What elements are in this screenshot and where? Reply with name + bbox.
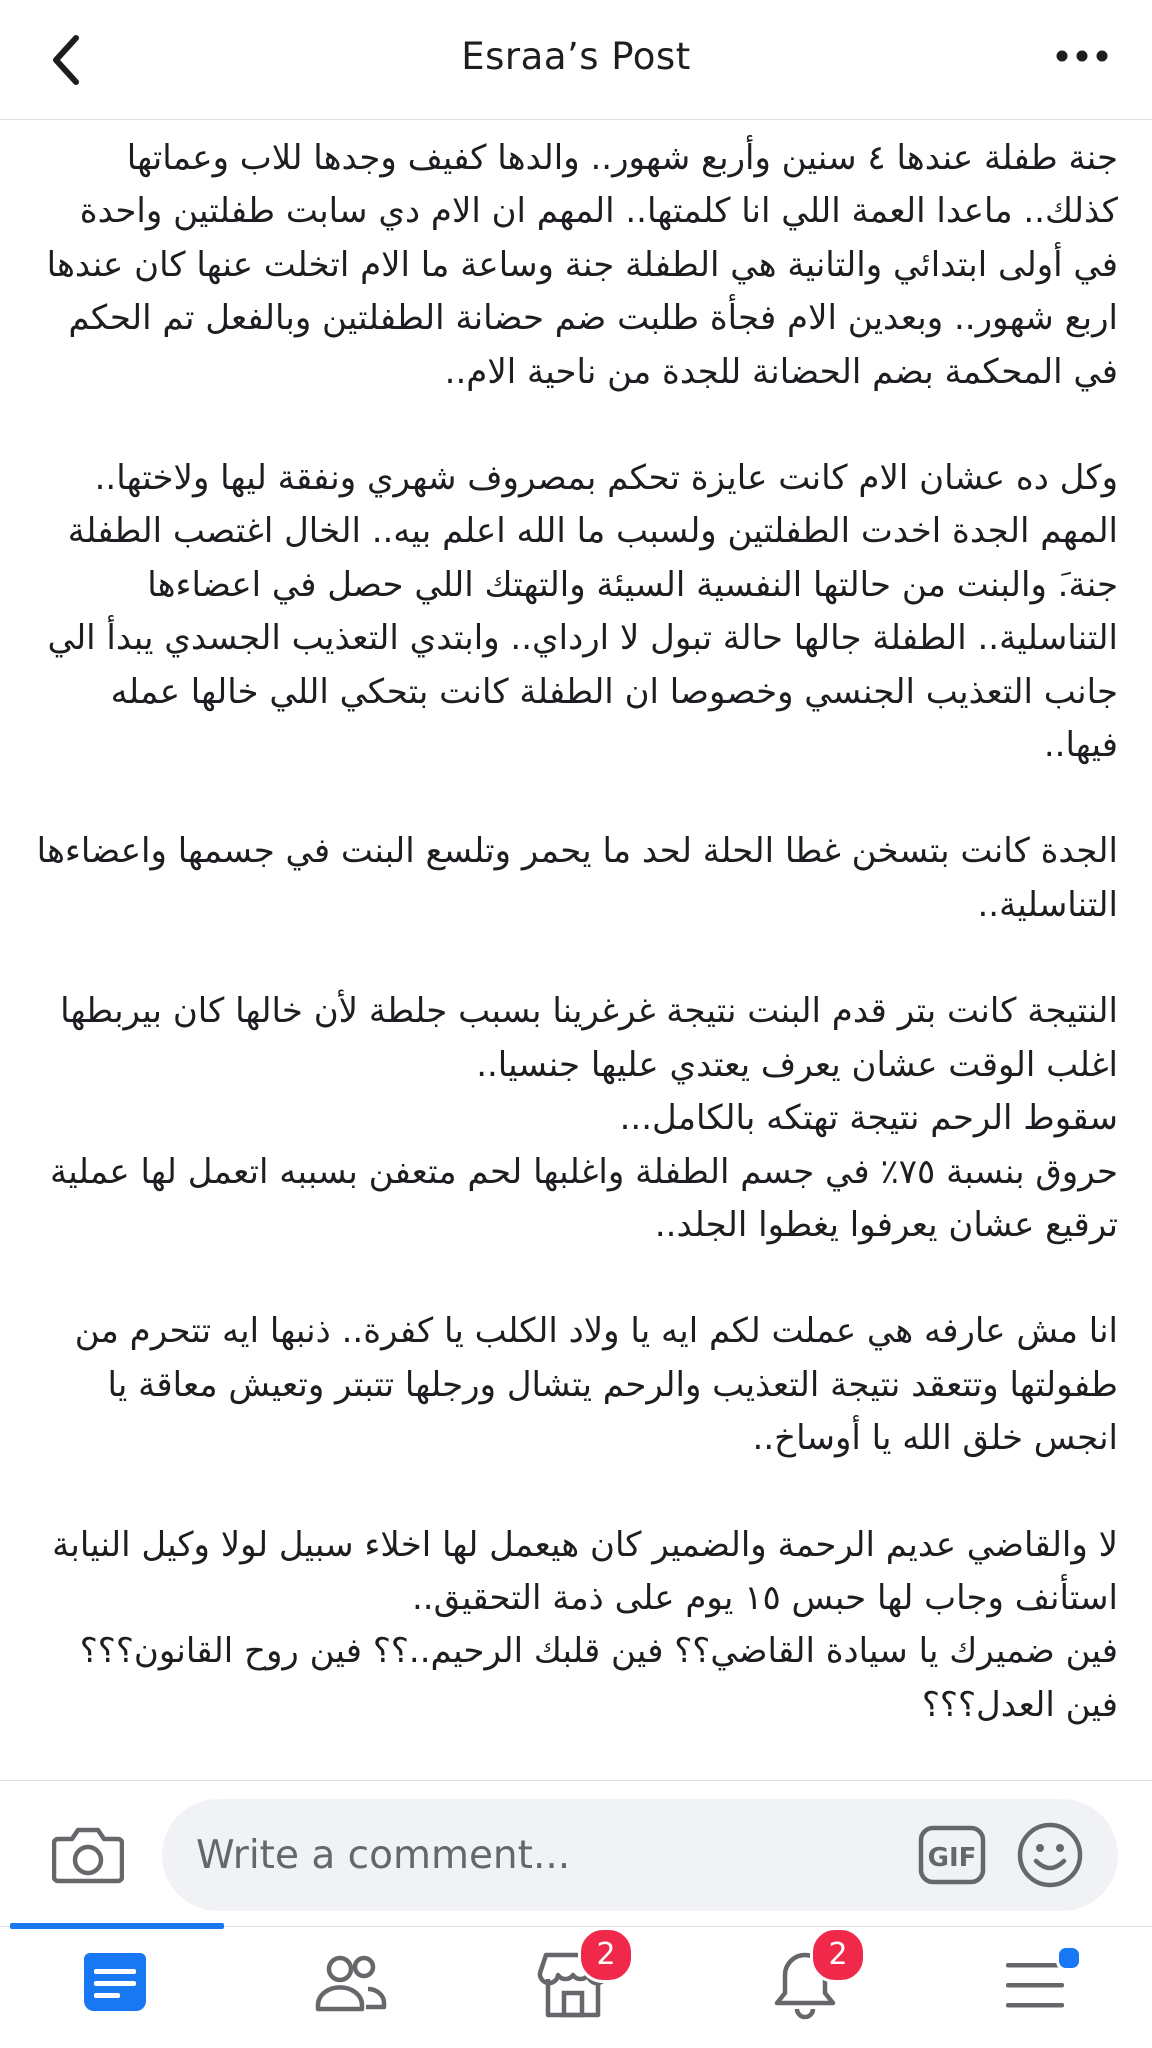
gif-icon[interactable] [918, 1825, 986, 1885]
smiley-icon[interactable] [1016, 1821, 1084, 1889]
tab-notifications[interactable] [770, 1937, 860, 2027]
post-paragraph: جنة طفلة عندها ٤ سنين وأربع شهور.. والدها كفيف وجدها للاب وعماتها كذلك.. ماعدا العمة اللي انا كلمتها.. المهم ان الام دي سابت طفلتين واحدة في أولى ابتدائي والتانية هي الطفلة جنة وساعة ما الام اتخلت عنها كان عندها اربع شهور.. وبعدين الام فجأة طلبت ضم حضانة الطفلتين وبالفعل تم الحكم في المحكمة بضم الحضانة للجدة من ناحية الام.. [46, 138, 1118, 392]
notifications-badge: 2 [810, 1927, 866, 1983]
tab-menu[interactable] [1000, 1947, 1090, 2027]
page-title: Esraa’s Post [461, 35, 691, 78]
camera-icon[interactable] [52, 1821, 124, 1887]
comment-placeholder: Write a comment... [196, 1832, 571, 1878]
post-paragraph: وكل ده عشان الام كانت عايزة تحكم بمصروف شهري ونفقة ليها ولاختها.. المهم الجدة اخدت الطفلتين ولسبب ما الله اعلم بيه.. الخال اغتصب الطفلة جنة.َ والبنت من حالتها النفسية السيئة والتهتك اللي حصل في اعضاءها التناسلية.. الطفلة جالها حالة تبول لا ارداي.. وابتدي التعذيب الجسدي يبدأ الي جانب التعذيب الجنسي وخصوصا ان الطفلة كانت بتحكي اللي خالها عمله فيها.. [47, 458, 1118, 766]
menu-notification-dot [1056, 1945, 1082, 1971]
post-paragraph: النتيجة كانت بتر قدم البنت نتيجة غرغرينا بسبب جلطة لأن خالها كان بيربطها اغلب الوقت عشان يعرف يعتدي عليها جنسيا.. سقوط الرحم نتيجة تهتكه بالكامل... حروق بنسبة ٧٥٪ في جسم الطفلة واغلبها لحم متعفن بسببه اتعمل لها عملية ترقيع عشان يعرفوا يغطوا الجلد.. [50, 991, 1118, 1245]
post-paragraph: الجدة كانت بتسخن غطا الحلة لحد ما يحمر وتلسع البنت في جسمها واعضاءها التناسلية.. [36, 831, 1118, 925]
gif-label: GIF [927, 1843, 977, 1873]
more-horizontal-icon[interactable] [1052, 30, 1112, 82]
friends-icon [310, 1947, 390, 2017]
post-paragraph: لا والقاضي عديم الرحمة والضمير كان هيعمل لها اخلاء سبيل لولا وكيل النيابة استأنف وجاب لها حبس ١٥ يوم على ذمة التحقيق.. فين ضميرك يا سيادة القاضي؟؟ فين قلبك الرحيم..؟؟ فين روح القانون؟؟؟ فين العدل؟؟؟ [52, 1524, 1118, 1725]
marketplace-badge: 2 [578, 1927, 634, 1983]
tab-friends[interactable] [310, 1947, 400, 2027]
post-body [36, 120, 1118, 1780]
tab-news-feed[interactable] [80, 1947, 170, 2027]
post-paragraph: انا مش عارفه هي عملت لكم ايه يا ولاد الكلب يا كفرة.. ذنبها ايه تتحرم من طفولتها وتتعقد نتيجة التعذيب والرحم يتشال ورجلها تتبتر وتعيش معاقة يا انجس خلق الله يا أوساخ.. [74, 1311, 1118, 1459]
active-tab-indicator [10, 1923, 224, 1929]
bottom-tab-bar [0, 1926, 1152, 2048]
tab-marketplace[interactable] [536, 1937, 626, 2027]
post-header [0, 0, 1152, 120]
news-feed-icon [80, 1947, 152, 2017]
comment-composer [0, 1780, 1152, 1926]
